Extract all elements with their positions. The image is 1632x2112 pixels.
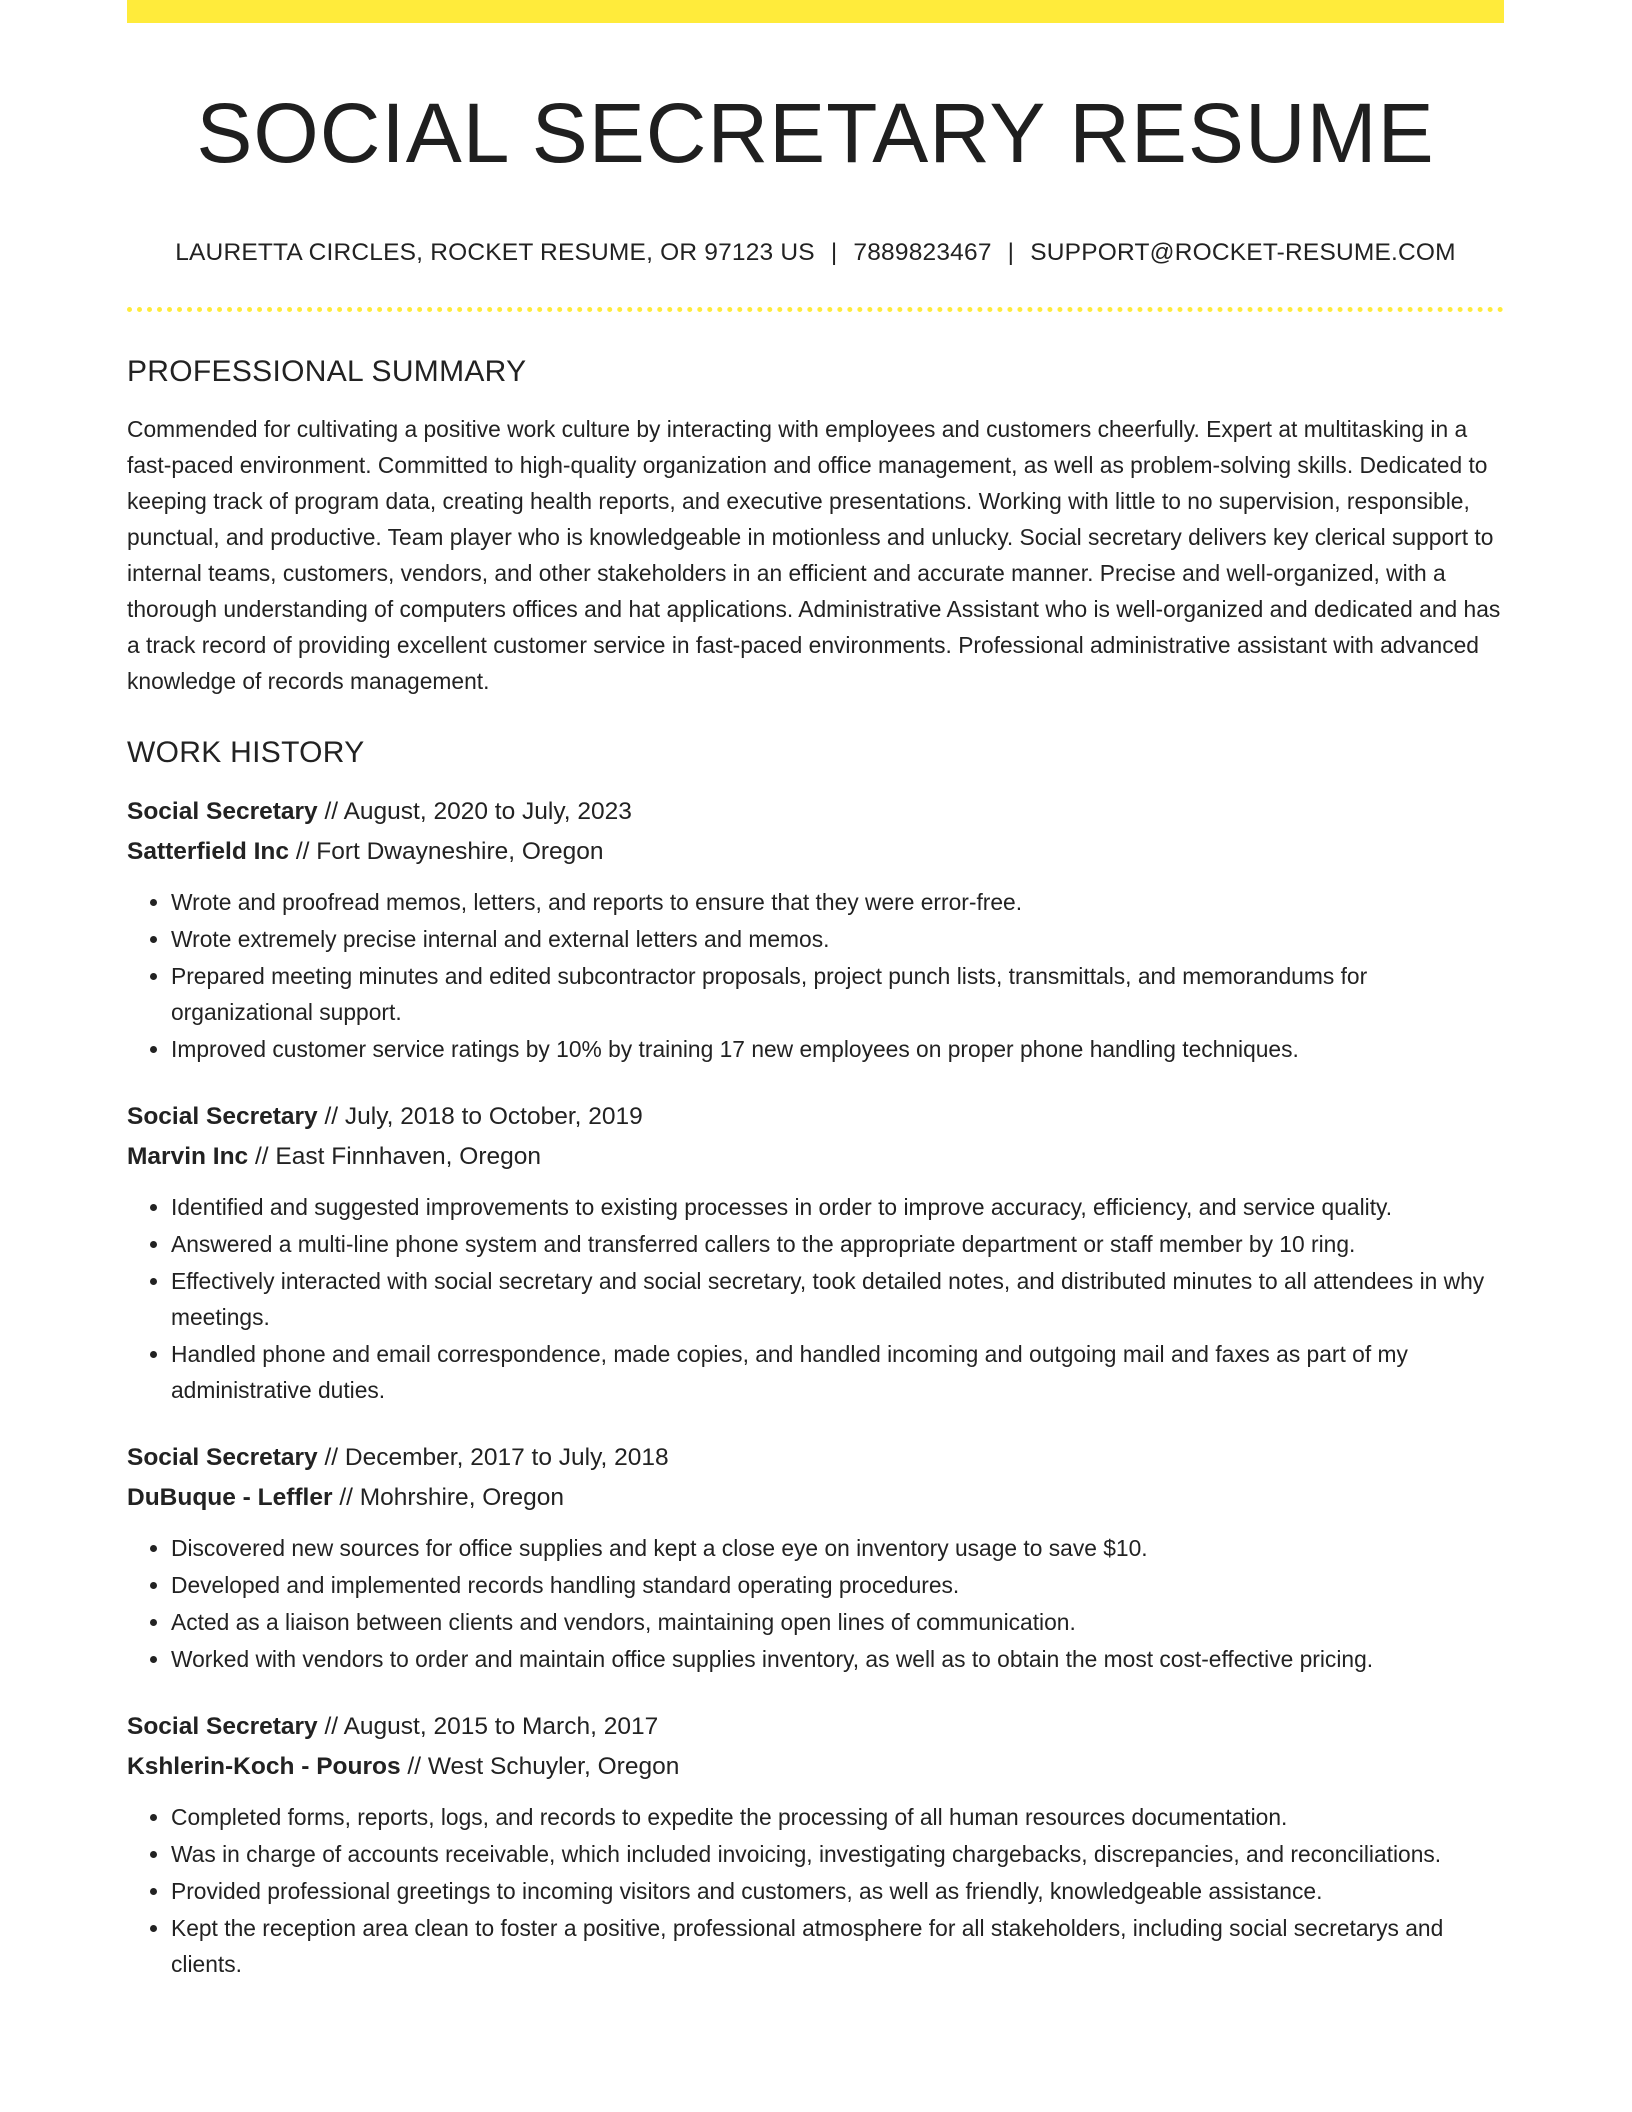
work-history-heading: WORK HISTORY: [127, 735, 365, 769]
contact-address: LAURETTA CIRCLES, ROCKET RESUME, OR 97123 US: [175, 238, 815, 266]
job-title-line: [127, 1097, 1504, 1137]
job-entry: [127, 1707, 1504, 1982]
contact-separator: |: [830, 238, 838, 266]
job-bullets: [127, 1530, 1504, 1677]
job-entry: [127, 1438, 1504, 1677]
job-company: DuBuque - Leffler: [127, 1483, 333, 1511]
job-company-line: [127, 1137, 1504, 1177]
summary-text: Commended for cultivating a positive work culture by interacting with employees and customers cheerfully. Expert at multitasking in a fast-paced environment. Committed to high-quality organization and office management, as well as problem-solving skills. Dedicated to keeping track of program data, creating health reports, and executive presentations. Working with little to no supervision, responsible, punctual, and productive. Team player who is knowledgeable in motionless and unlucky. Social secretary delivers key clerical support to internal teams, customers, vendors, and other stakeholders in an efficient and accurate manner. Precise and well-organized, with a thorough understanding of computers offices and hat applications. Administrative Assistant who is well-organized and dedicated and has a track record of providing excellent customer service in fast-paced environments. Professional administrative assistant with advanced knowledge of records management.: [127, 415, 1501, 694]
job-bullet: • Kept the reception area clean to foster a positive, professional atmosphere for all stakeholders, including social secretarys and clients.: [171, 1910, 1504, 1982]
dotted-divider: [127, 307, 1504, 312]
job-bullet: • Prepared meeting minutes and edited subcontractor proposals, project punch lists, transmittals, and memorandums for organizational support.: [171, 958, 1504, 1030]
job-bullet: • Handled phone and email correspondence, made copies, and handled incoming and outgoing mail and faxes as part of my administrative duties.: [171, 1336, 1504, 1408]
job-bullets: [127, 1799, 1504, 1982]
accent-top-bar: [127, 0, 1504, 23]
job-bullet: • Completed forms, reports, logs, and records to expedite the processing of all human resources documentation.: [171, 1799, 1504, 1835]
job-bullet: • Wrote extremely precise internal and external letters and memos.: [171, 921, 1504, 957]
job-dates: August, 2020 to July, 2023: [343, 797, 632, 825]
job-separator: //: [289, 837, 317, 865]
job-bullet: • Improved customer service ratings by 10% by training 17 new employees on proper phone handling techniques.: [171, 1031, 1504, 1067]
job-separator: //: [317, 1443, 345, 1471]
job-title-line: [127, 792, 1504, 832]
job-bullet: • Identified and suggested improvements to existing processes in order to improve accuracy, efficiency, and service quality.: [171, 1189, 1504, 1225]
job-company: Satterfield Inc: [127, 837, 290, 865]
job-company: Marvin Inc: [127, 1142, 249, 1170]
job-bullet: • Effectively interacted with social secretary and social secretary, took detailed notes, and distributed minutes to all attendees in why meetings.: [171, 1263, 1504, 1335]
job-dates: December, 2017 to July, 2018: [344, 1443, 669, 1471]
job-separator: //: [400, 1752, 428, 1780]
contact-separator: |: [1007, 238, 1015, 266]
job-dates: July, 2018 to October, 2019: [344, 1102, 643, 1130]
job-separator: //: [332, 1483, 360, 1511]
job-bullet: • Wrote and proofread memos, letters, and reports to ensure that they were error-free.: [171, 884, 1504, 920]
job-title: Social Secretary: [127, 1443, 318, 1471]
job-title-line: [127, 1707, 1504, 1747]
job-company-line: [127, 1747, 1504, 1787]
job-entry: [127, 792, 1504, 1067]
job-separator: //: [248, 1142, 276, 1170]
job-bullet: • Acted as a liaison between clients and vendors, maintaining open lines of communication.: [171, 1604, 1504, 1640]
job-company-line: [127, 1478, 1504, 1518]
job-bullet: • Provided professional greetings to incoming visitors and customers, as well as friendly, knowledgeable assistance.: [171, 1873, 1504, 1909]
job-bullets: [127, 1189, 1504, 1408]
job-bullet: • Was in charge of accounts receivable, which included invoicing, investigating chargebacks, discrepancies, and reconciliations.: [171, 1836, 1504, 1872]
resume-page: [127, 0, 1504, 1983]
job-title: Social Secretary: [127, 1102, 318, 1130]
job-bullet: • Worked with vendors to order and maintain office supplies inventory, as well as to obtain the most cost-effective pricing.: [171, 1641, 1504, 1677]
job-bullets: [127, 884, 1504, 1067]
job-separator: //: [317, 1102, 345, 1130]
job-separator: //: [317, 1712, 344, 1740]
job-bullet: • Answered a multi-line phone system and transferred callers to the appropriate department or staff member by 10 ring.: [171, 1226, 1504, 1262]
job-dates: August, 2015 to March, 2017: [343, 1712, 659, 1740]
job-bullet: • Developed and implemented records handling standard operating procedures.: [171, 1567, 1504, 1603]
job-company: Kshlerin-Koch - Pouros: [127, 1752, 401, 1780]
contact-email: SUPPORT@ROCKET-RESUME.COM: [1030, 238, 1456, 266]
job-location: West Schuyler, Oregon: [427, 1752, 680, 1780]
contact-phone: 7889823467: [853, 238, 992, 266]
job-company-line: [127, 832, 1504, 872]
job-title: Social Secretary: [127, 797, 318, 825]
job-location: Mohrshire, Oregon: [359, 1483, 565, 1511]
job-title: Social Secretary: [127, 1712, 318, 1740]
job-location: Fort Dwayneshire, Oregon: [316, 837, 604, 865]
summary-heading: PROFESSIONAL SUMMARY: [127, 354, 527, 388]
job-separator: //: [317, 797, 344, 825]
job-bullet: • Discovered new sources for office supplies and kept a close eye on inventory usage to save $10.: [171, 1530, 1504, 1566]
job-title-line: [127, 1438, 1504, 1478]
contact-line: [127, 238, 1504, 267]
resume-title: SOCIAL SECRETARY RESUME: [196, 86, 1435, 180]
job-location: East Finnhaven, Oregon: [275, 1142, 541, 1170]
job-entry: [127, 1097, 1504, 1408]
